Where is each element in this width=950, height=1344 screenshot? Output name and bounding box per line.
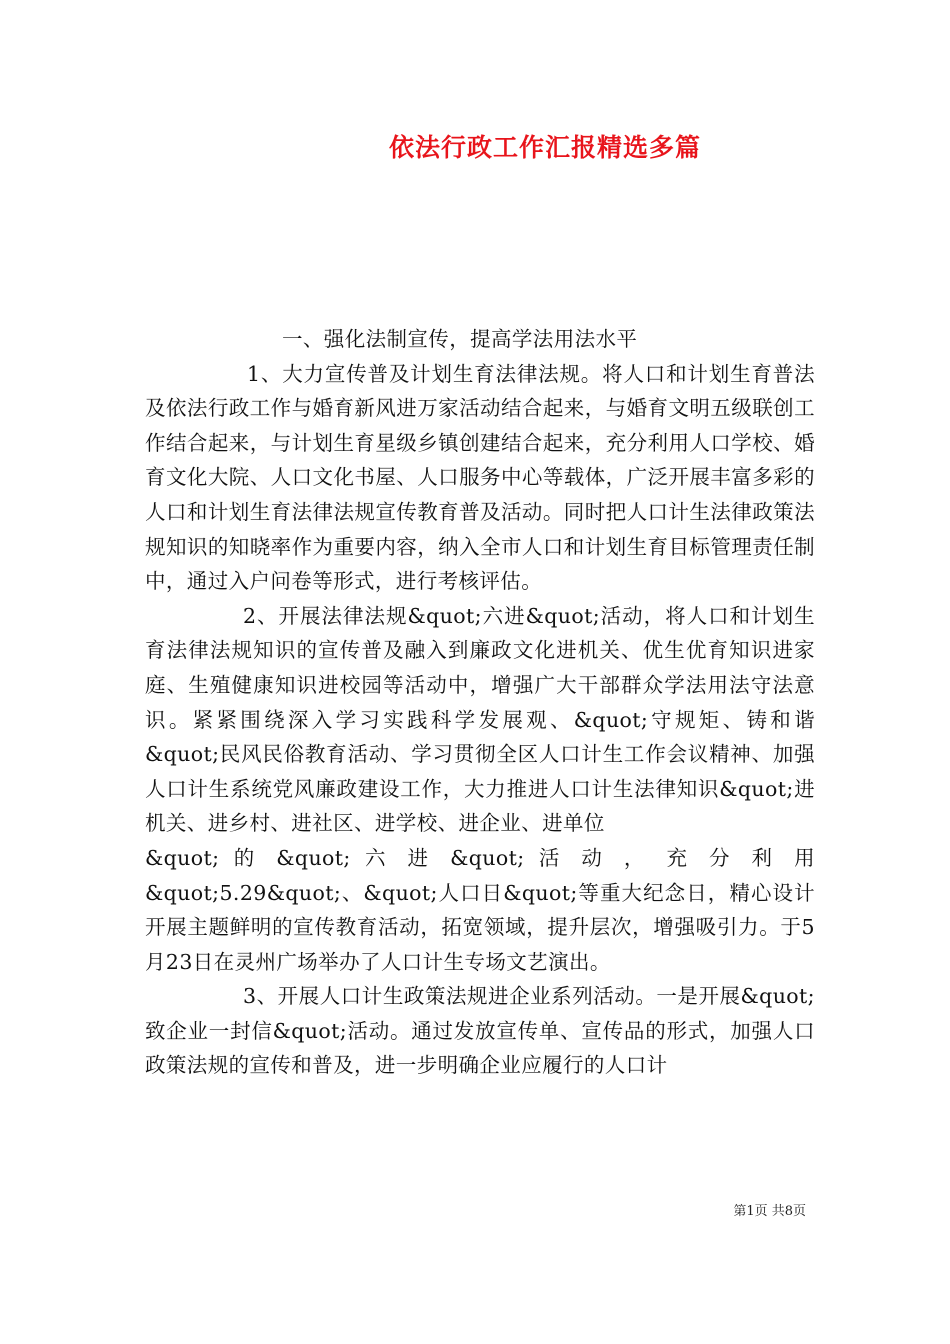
page-number-footer: 第1页 共8页 [733,1204,806,1219]
paragraph-3: 3、开展人口计生政策法规进企业系列活动。一是开展&quot;致企业一封信&quot;活动。通过发放宣传单、宣传品的形式，加强人口政策法规的宣传和普及，进一步明确企业应履行的人口计 [145,984,815,1078]
paragraph-1: 1、大力宣传普及计划生育法律法规。将人口和计划生育普法及依法行政工作与婚育新风进万家活动结合起来，与婚育文明五级联创工作结合起来，与计划生育星级乡镇创建结合起来，充分利用人口学校、婚育文化大院、人口文化书屋、人口服务中心等载体，广泛开展丰富多彩的人口和计划生育法律法规宣传教育普及活动。同时把人口计生法律政策法规知识的知晓率作为重要内容，纳入全市人口和计划生育目标管理责任制中，通过入户问卷等形式，进行考核评估。 [145,361,815,594]
document-title: 依法行政工作汇报精选多篇 [388,133,701,162]
paragraph-2-continued: &quot;5.29&quot;、&quot;人口日&quot;等重大纪念日，精心设计开展主题鲜明的宣传教育活动，拓宽领域，提升层次，增强吸引力。于5月23日在灵州广场举办了人口计生专场文艺演出。 [145,880,815,974]
paragraph-2-spaced-line: &quot; 的 &quot; 六 进 &quot; 活 动 ， 充 分 利 用 [145,845,815,870]
document-body [145,322,815,1083]
paragraph-2: 2、开展法律法规&quot;六进&quot;活动，将人口和计划生育法律法规知识的宣传普及融入到廉政文化进机关、优生优育知识进家庭、生殖健康知识进校园等活动中，增强广大干部群众学法用法守法意识。紧紧围绕深入学习实践科学发展观、&quot;守规矩、铸和谐&quot;民风民俗教育活动、学习贯彻全区人口计生工作会议精神、加强人口计生系统党风廉政建设工作，大力推进人口计生法律知识&quot;进机关、进乡村、进社区、进学校、进企业、进单位 [145,603,815,836]
section-heading: 一、强化法制宣传，提高学法用法水平 [282,327,638,351]
